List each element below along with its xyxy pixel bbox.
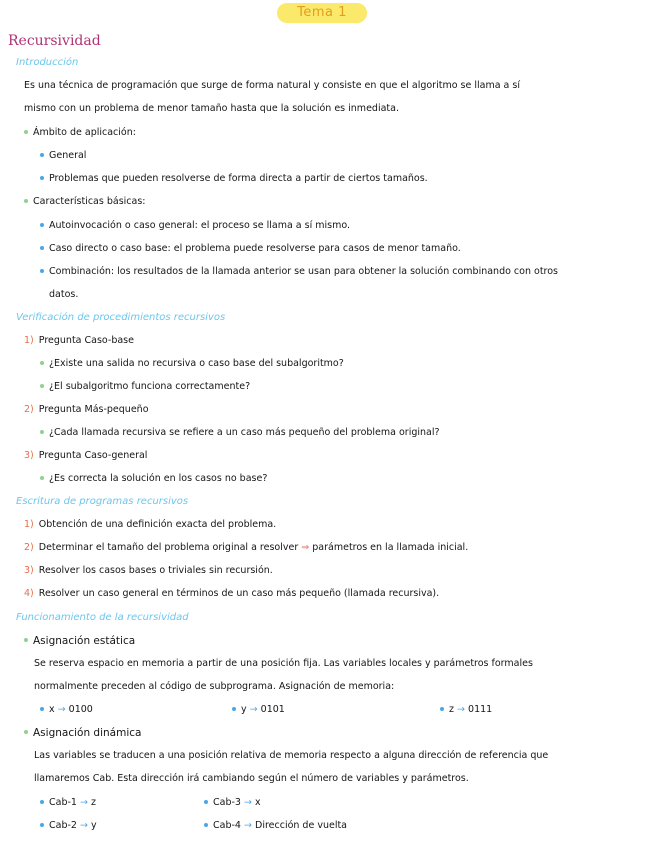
- bullet-dot: [204, 823, 208, 827]
- tema-label: Tema 1: [297, 5, 347, 20]
- dinamica-label: Asignación dinámica: [24, 727, 141, 739]
- bullet-dot: [40, 800, 44, 804]
- arrow-icon: →: [457, 704, 465, 715]
- section-funcionamiento: Funcionamiento de la recursividad: [16, 612, 189, 623]
- pregunta-2: 2) Pregunta Más-pequeño: [24, 404, 149, 415]
- bullet-dot: [40, 153, 44, 157]
- pregunta-item: ¿Cada llamada recursiva se refiere a un caso más pequeño del problema original?: [40, 427, 440, 438]
- estatica-text-line-2: normalmente preceden al código de subprograma. Asignación de memoria:: [34, 681, 395, 692]
- cab-entry: Cab-2 → y: [40, 820, 97, 831]
- pregunta-item: ¿El subalgoritmo funciona correctamente?: [40, 381, 250, 392]
- ambito-label: Ámbito de aplicación:: [24, 127, 136, 138]
- escritura-step: 3) Resolver los casos bases o triviales sin recursión.: [24, 565, 273, 576]
- memory-entry: y → 0101: [232, 704, 285, 715]
- arrow-icon: →: [80, 797, 88, 808]
- tema-badge: [277, 3, 367, 23]
- pregunta-3: 3) Pregunta Caso-general: [24, 450, 148, 461]
- dinamica-text-line-2: llamaremos Cab. Esta dirección irá cambiando según el número de variables y parámetros.: [34, 773, 469, 784]
- bullet-dot: [40, 223, 44, 227]
- bullet-dot: [24, 638, 28, 642]
- bullet-dot: [40, 246, 44, 250]
- section-escritura: Escritura de programas recursivos: [16, 496, 189, 507]
- implies-arrow-icon: ⇒: [301, 542, 310, 553]
- intro-text-line-2: mismo con un problema de menor tamaño hasta que la solución es inmediata.: [24, 103, 399, 114]
- section-verificacion: Verificación de procedimientos recursivos: [16, 312, 226, 323]
- bullet-dot: [440, 707, 444, 711]
- caracteristica-item-cont: datos.: [49, 289, 79, 300]
- memory-entry: z → 0111: [440, 704, 492, 715]
- bullet-dot: [232, 707, 236, 711]
- ambito-item: Problemas que pueden resolverse de forma directa a partir de ciertos tamaños.: [40, 173, 428, 184]
- bullet-dot: [40, 707, 44, 711]
- bullet-dot: [40, 823, 44, 827]
- escritura-step: 4) Resolver un caso general en términos de un caso más pequeño (llamada recursiva).: [24, 588, 440, 599]
- estatica-label: Asignación estática: [24, 635, 135, 647]
- cab-entry: Cab-1 → z: [40, 797, 96, 808]
- pregunta-item: ¿Existe una salida no recursiva o caso base del subalgoritmo?: [40, 358, 344, 369]
- estatica-text-line-1: Se reserva espacio en memoria a partir de una posición fija. Las variables locales y parámetros formales: [34, 658, 533, 669]
- bullet-dot: [40, 476, 44, 480]
- cab-entry: Cab-3 → x: [204, 797, 261, 808]
- caracteristica-item: Autoinvocación o caso general: el proceso se llama a sí mismo.: [40, 220, 350, 231]
- escritura-step: 2) Determinar el tamaño del problema original a resolver ⇒ parámetros en la llamada inicial.: [24, 542, 469, 553]
- dinamica-text-line-1: Las variables se traducen a una posición relativa de memoria respecto a alguna dirección de referencia que: [34, 750, 549, 761]
- cab-entry: Cab-4 → Dirección de vuelta: [204, 820, 347, 831]
- section-introduccion: Introducción: [16, 57, 79, 68]
- pregunta-item: ¿Es correcta la solución en los casos no base?: [40, 473, 267, 484]
- escritura-step: 1) Obtención de una definición exacta del problema.: [24, 519, 277, 530]
- caracteristicas-label: Características básicas:: [24, 196, 145, 207]
- arrow-icon: →: [244, 820, 252, 831]
- arrow-icon: →: [57, 704, 66, 715]
- bullet-dot: [40, 176, 44, 180]
- caracteristica-item: Combinación: los resultados de la llamada anterior se usan para obtener la solución combinando con otros: [40, 266, 558, 277]
- bullet-dot: [40, 384, 44, 388]
- pregunta-1: 1) Pregunta Caso-base: [24, 335, 134, 346]
- bullet-dot: [40, 269, 44, 273]
- page-title: Recursividad: [8, 33, 101, 49]
- bullet-dot: [40, 430, 44, 434]
- arrow-icon: →: [249, 704, 258, 715]
- bullet-dot: [24, 199, 28, 203]
- arrow-icon: →: [80, 820, 88, 831]
- bullet-dot: [24, 130, 28, 134]
- intro-text-line-1: Es una técnica de programación que surge de forma natural y consiste en que el algoritmo se llama a sí: [24, 80, 520, 91]
- bullet-dot: [40, 361, 44, 365]
- ambito-item: General: [40, 150, 86, 161]
- arrow-icon: →: [244, 797, 252, 808]
- bullet-dot: [24, 730, 28, 734]
- bullet-dot: [204, 800, 208, 804]
- memory-entry: x → 0100: [40, 704, 93, 715]
- caracteristica-item: Caso directo o caso base: el problema puede resolverse para casos de menor tamaño.: [40, 243, 461, 254]
